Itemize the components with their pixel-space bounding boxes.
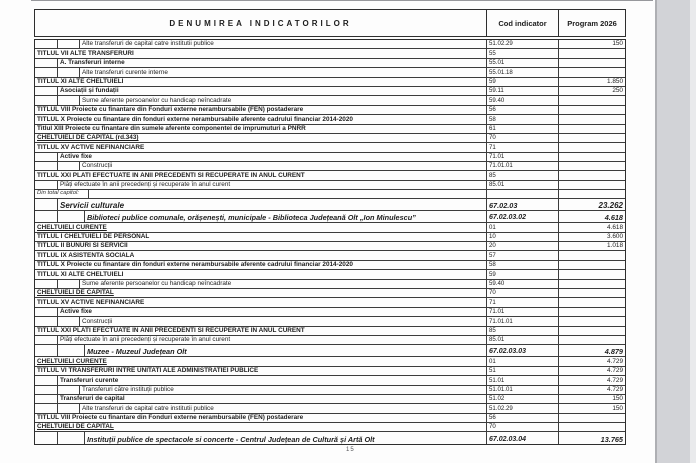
program-value: [558, 115, 625, 123]
indicator-code: 70: [486, 423, 558, 431]
indent-cell: [58, 432, 85, 444]
indicator-code: 51.01: [486, 376, 558, 384]
indent-cell: [35, 395, 58, 403]
program-value: [558, 308, 625, 316]
indicator-code: [486, 190, 558, 198]
indicator-name: Alte transferuri de capital catre institutii publice: [82, 404, 214, 412]
program-value: [558, 181, 625, 189]
table-row: [35, 162, 625, 171]
table-row: [35, 125, 625, 134]
indicator-code: 61: [486, 125, 558, 133]
page-edge-highlight: [690, 0, 696, 463]
program-value: 1.850: [558, 78, 625, 86]
indicator-code: 71: [486, 298, 558, 306]
indicator-name: Titlul XIII Proiecte cu finantare din sumele aferente componentei de imprumuturi a PNRR: [37, 124, 306, 132]
table-row: [35, 357, 625, 366]
table-row: [35, 143, 625, 152]
program-value: [558, 336, 625, 344]
program-value: [558, 96, 625, 104]
table-row: [35, 49, 625, 58]
program-value: [558, 59, 625, 67]
indent-cell: [35, 308, 58, 316]
budget-table-body: [34, 39, 626, 445]
table-row: [35, 317, 625, 326]
program-value: [558, 280, 625, 288]
indicator-code: 67.02.03: [486, 199, 558, 211]
indicator-name: CHELTUIELI CURENTE: [37, 357, 107, 365]
indicator-code: 51.02.29: [486, 404, 558, 412]
table-row: [35, 171, 625, 180]
page-edge-shadow: [657, 0, 690, 463]
indicator-code: 01: [486, 223, 558, 231]
indicator-code: 56: [486, 414, 558, 422]
indicator-name: CHELTUIELI DE CAPITAL: [37, 423, 114, 431]
indicator-name: TITLUL VIII Proiecte cu finantare din Fonduri externe nerambursabile (FEN) postaderare: [37, 414, 304, 422]
indent-cell: [35, 432, 58, 444]
table-row: [35, 78, 625, 87]
indicator-name: Alte transferuri curente interne: [82, 68, 168, 76]
indent-cell: [35, 199, 58, 211]
program-value: [558, 298, 625, 306]
indent-cell: [35, 68, 58, 76]
indicator-name: Construcții: [82, 317, 113, 325]
page-number: 15: [346, 447, 355, 453]
program-value: 4.729: [558, 376, 625, 384]
indicator-name: Din total capitol:: [35, 190, 89, 198]
indicator-code: 71.01.01: [486, 162, 558, 170]
header-program-2026: [558, 10, 625, 36]
program-value: [558, 327, 625, 335]
table-row: [35, 242, 625, 251]
indicator-name: TITLUL X Proiecte cu finantare din fonduri externe nerambursabile aferente cadrului financiar 2014-2020: [37, 115, 353, 123]
program-value: [558, 125, 625, 133]
indicator-code: 59.40: [486, 96, 558, 104]
table-row: [35, 404, 625, 413]
indicator-name: TITLUL VII ALTE TRANSFERURI: [37, 49, 134, 57]
indicator-name: Plăți efectuate în anii precedenți și recuperate în anul curent: [60, 336, 231, 344]
scan-edge-line: [31, 0, 653, 1]
indicator-code: 67.02.03.04: [486, 432, 558, 444]
indent-cell: [58, 40, 80, 48]
indent-cell: [58, 404, 80, 412]
indent-cell: [58, 317, 80, 325]
program-value: 23.262: [558, 199, 625, 211]
table-row: [35, 87, 625, 96]
indicator-code: 55.01.18: [486, 68, 558, 76]
indicator-code: 10: [486, 233, 558, 241]
table-header: [34, 9, 626, 37]
header-cod-label: Cod indicator: [498, 18, 547, 28]
table-row: [35, 134, 625, 143]
indent-cell: [58, 345, 85, 356]
table-row: [35, 289, 625, 298]
indicator-code: 57: [486, 251, 558, 259]
table-row: [35, 59, 625, 68]
table-row: [35, 386, 625, 395]
table-row: [35, 223, 625, 232]
program-value: [558, 68, 625, 76]
table-row: [35, 367, 625, 376]
indicator-code: 70: [486, 289, 558, 297]
program-value: 3.600: [558, 233, 625, 241]
header-denumirea-indicatorilor: [35, 10, 486, 36]
indicator-code: 58: [486, 115, 558, 123]
indicator-code: 58: [486, 261, 558, 269]
indicator-name: CHELTUIELI DE CAPITAL (rd.343): [37, 134, 139, 142]
program-value: [558, 143, 625, 151]
program-value: [558, 106, 625, 114]
indent-cell: [35, 376, 58, 384]
budget-table: [34, 9, 626, 445]
header-denumirea-label: DENUMIREA INDICATORILOR: [169, 18, 352, 28]
indicator-name: TITLUL XI ALTE CHELTUIELI: [37, 77, 124, 85]
program-value: [558, 153, 625, 161]
indicator-code: 55: [486, 49, 558, 57]
table-row: [35, 432, 625, 444]
program-value: [558, 162, 625, 170]
indent-cell: [58, 96, 80, 104]
indicator-name: Muzee - Muzeul Județean Olt: [87, 348, 187, 357]
table-row: [35, 115, 625, 124]
indicator-name: TITLUL XV ACTIVE NEFINANCIARE: [37, 143, 145, 151]
indicator-code: 51.01.01: [486, 386, 558, 394]
header-program-label: Program 2026: [567, 18, 617, 28]
indicator-code: 55.01: [486, 59, 558, 67]
indicator-name: Alte transferuri de capital catre institutii publice: [82, 40, 214, 48]
indent-cell: [35, 87, 58, 95]
indicator-name: TITLUL IX ASISTENTA SOCIALA: [37, 251, 135, 259]
program-value: 150: [558, 395, 625, 403]
indent-cell: [58, 280, 80, 288]
indent-cell: [58, 211, 85, 222]
indent-cell: [58, 68, 80, 76]
indicator-code: 51.02.29: [486, 40, 558, 48]
table-row: [35, 327, 625, 336]
indicator-code: 67.02.03.02: [486, 211, 558, 222]
indicator-name: Active fixe: [60, 308, 92, 316]
program-value: [558, 423, 625, 431]
indicator-name: CHELTUIELI DE CAPITAL: [37, 289, 114, 297]
program-value: [558, 289, 625, 297]
indicator-name: Instituții publice de spectacole si concerte - Centrul Județean de Cultură și Artă Olt: [87, 436, 375, 445]
program-value: [558, 251, 625, 259]
indicator-name: TITLUL XI ALTE CHELTUIELI: [37, 270, 124, 278]
indicator-name: Biblioteci publice comunale, orășenești, municipale - Biblioteca Județeană Olt „Ion Minulescu”: [87, 214, 416, 223]
indicator-name: TITLUL XXI PLATI EFECTUATE IN ANII PRECEDENTI SI RECUPERATE IN ANUL CURENT: [37, 326, 305, 334]
indicator-code: 71.01: [486, 153, 558, 161]
indicator-code: 20: [486, 242, 558, 250]
table-row: [35, 211, 625, 223]
indicator-name: TITLUL I CHELTUIELI DE PERSONAL: [37, 233, 150, 241]
program-value: 150: [558, 404, 625, 412]
indicator-code: 85.01: [486, 181, 558, 189]
indicator-code: 01: [486, 357, 558, 365]
indicator-name: Active fixe: [60, 153, 92, 161]
indent-cell: [35, 96, 58, 104]
indent-cell: [35, 386, 58, 394]
indicator-code: 85.01: [486, 336, 558, 344]
indent-cell: [35, 162, 58, 170]
indent-cell: [35, 336, 58, 344]
program-value: [558, 134, 625, 142]
program-value: [558, 270, 625, 278]
table-row: [35, 68, 625, 77]
program-value: [558, 414, 625, 422]
table-row: [35, 345, 625, 357]
table-row: [35, 190, 625, 199]
indent-cell: [58, 386, 80, 394]
indicator-name: CHELTUIELI CURENTE: [37, 223, 107, 231]
table-row: [35, 233, 625, 242]
program-value: [558, 317, 625, 325]
indicator-code: 85: [486, 327, 558, 335]
program-value: 1.018: [558, 242, 625, 250]
table-row: [35, 251, 625, 260]
program-value: [558, 49, 625, 57]
indicator-name: Transferuri către instituții publice: [82, 385, 174, 393]
indent-cell: [35, 40, 58, 48]
indicator-name: TITLUL XXI PLATI EFECTUATE IN ANII PRECEDENTI SI RECUPERATE IN ANUL CURENT: [37, 171, 305, 179]
table-row: [35, 376, 625, 385]
program-value: [558, 171, 625, 179]
indent-cell: [35, 404, 58, 412]
indicator-name: Construcții: [82, 162, 113, 170]
indicator-code: 51.02: [486, 395, 558, 403]
table-row: [35, 153, 625, 162]
program-value: [558, 190, 625, 198]
table-row: [35, 414, 625, 423]
table-row: [35, 298, 625, 307]
program-value: 4.618: [558, 223, 625, 231]
header-cod-indicator: [486, 10, 558, 36]
indicator-code: 67.02.03.03: [486, 345, 558, 356]
indicator-code: 59: [486, 270, 558, 278]
table-row: [35, 280, 625, 289]
indicator-code: 71.01.01: [486, 317, 558, 325]
indicator-code: 59.40: [486, 280, 558, 288]
indent-cell: [35, 211, 58, 222]
table-row: [35, 270, 625, 279]
program-value: 13.765: [558, 432, 625, 444]
program-value: 250: [558, 87, 625, 95]
indicator-code: 59: [486, 78, 558, 86]
indicator-code: 59.11: [486, 87, 558, 95]
table-row: [35, 96, 625, 105]
indicator-name: Sume aferente persoanelor cu handicap neîncadrate: [82, 279, 232, 287]
indicator-code: 51: [486, 367, 558, 375]
indicator-name: Transferuri de capital: [60, 395, 125, 403]
indicator-name: TITLUL XV ACTIVE NEFINANCIARE: [37, 298, 145, 306]
table-row: [35, 308, 625, 317]
table-row: [35, 261, 625, 270]
indent-cell: [35, 181, 58, 189]
indicator-name: TITLUL VI TRANSFERURI INTRE UNITATI ALE ADMINISTRATIEI PUBLICE: [37, 367, 259, 375]
indicator-code: 71.01: [486, 308, 558, 316]
table-row: [35, 199, 625, 212]
indicator-name: A. Transferuri interne: [60, 59, 125, 67]
indicator-name: Servicii culturale: [60, 202, 125, 211]
program-value: 4.879: [558, 345, 625, 356]
indicator-code: 56: [486, 106, 558, 114]
indent-cell: [35, 59, 58, 67]
table-row: [35, 423, 625, 432]
indicator-name: Asociații și fundații: [60, 87, 119, 95]
indent-cell: [35, 345, 58, 356]
indent-cell: [35, 153, 58, 161]
program-value: 150: [558, 40, 625, 48]
indicator-name: Plăți efectuate în anii precedenți și recuperate în anul curent: [60, 181, 231, 189]
indent-cell: [35, 280, 58, 288]
table-row: [35, 336, 625, 345]
indent-cell: [35, 317, 58, 325]
program-value: 4.618: [558, 211, 625, 222]
table-row: [35, 106, 625, 115]
program-value: 4.729: [558, 386, 625, 394]
indicator-name: Transferuri curente: [60, 376, 119, 384]
table-row: [35, 395, 625, 404]
table-row: [35, 181, 625, 190]
program-value: [558, 261, 625, 269]
indicator-name: TITLUL II BUNURI SI SERVICII: [37, 242, 128, 250]
table-row: [35, 40, 625, 49]
indicator-code: 85: [486, 171, 558, 179]
indicator-code: 71: [486, 143, 558, 151]
indent-cell: [58, 162, 80, 170]
indicator-name: TITLUL X Proiecte cu finantare din fonduri externe nerambursabile aferente cadrului financiar 2014-2020: [37, 261, 353, 269]
program-value: 4.729: [558, 367, 625, 375]
indicator-name: TITLUL VIII Proiecte cu finantare din Fonduri externe nerambursabile (FEN) postaderare: [37, 106, 304, 114]
indicator-code: 70: [486, 134, 558, 142]
program-value: 4.729: [558, 357, 625, 365]
indicator-name: Sume aferente persoanelor cu handicap neîncadrate: [82, 96, 232, 104]
